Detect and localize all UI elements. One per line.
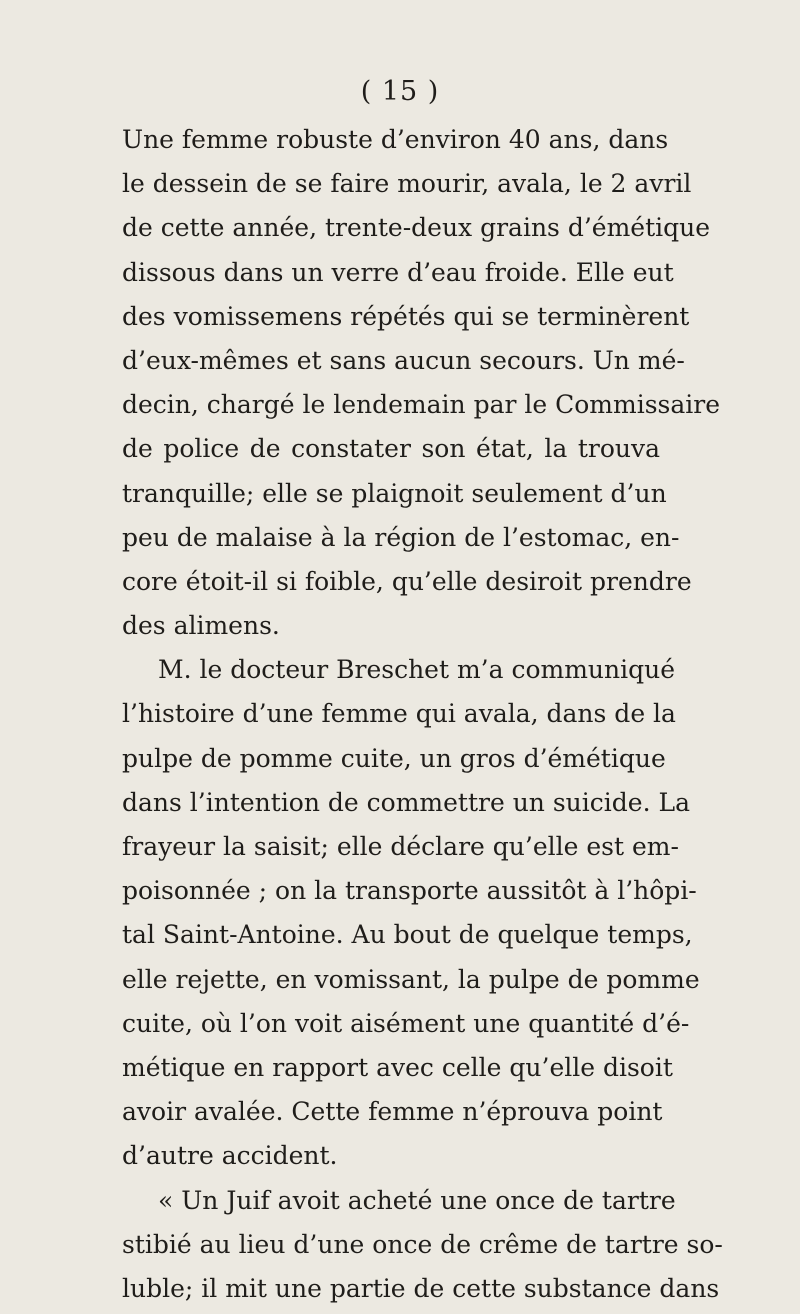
text-line: M. le docteur Breschet m’a communiqué xyxy=(158,655,676,685)
text-line: des alimens. xyxy=(122,611,280,641)
text-line: tal Saint-Antoine. Au bout de quelque temps, xyxy=(122,920,693,950)
text-line: de police de constater son état, la trouva xyxy=(122,434,660,464)
text-line: d’eux-mêmes et sans aucun secours. Un mé- xyxy=(122,345,685,375)
text-line: métique en rapport avec celle qu’elle disoit xyxy=(122,1052,673,1082)
text-line: « Un Juif avoit acheté une once de tartre xyxy=(158,1185,676,1215)
text-line: peu de malaise à la région de l’estomac, en- xyxy=(122,522,680,552)
page-number: ( 15 ) xyxy=(360,76,440,107)
text-line: tranquille; elle se plaignoit seulement d’un xyxy=(122,478,667,508)
text-line: dans l’intention de commettre un suicide. La xyxy=(122,787,690,817)
text-line: elle rejette, en vomissant, la pulpe de pomme xyxy=(122,964,700,994)
text-line: luble; il mit une partie de cette substance dans xyxy=(122,1273,720,1303)
text-line: dissous dans un verre d’eau froide. Elle eut xyxy=(122,257,674,287)
text-line: avoir avalée. Cette femme n’éprouva point xyxy=(122,1097,663,1127)
text-line: Une femme robuste d’environ 40 ans, dans xyxy=(122,125,669,154)
text-line: core étoit-il si foible, qu’elle desiroit prendre xyxy=(122,566,692,596)
text-line: d’autre accident. xyxy=(122,1141,338,1171)
text-line: cuite, où l’on voit aisément une quantité d’é- xyxy=(122,1008,690,1038)
text-line: l’histoire d’une femme qui avala, dans de la xyxy=(122,699,676,729)
text-line: decin, chargé le lendemain par le Commissaire xyxy=(122,390,721,420)
text-line: le dessein de se faire mourir, avala, le 2 avril xyxy=(122,169,692,199)
text-line: frayeur la saisit; elle déclare qu’elle est em- xyxy=(122,832,679,861)
text-line: pulpe de pomme cuite, un gros d’émétique xyxy=(122,743,666,773)
text-line: stibié au lieu d’une once de crême de tartre so- xyxy=(122,1229,723,1259)
text-line: poisonnée ; on la transporte aussitôt à l’hôpi- xyxy=(122,876,697,906)
text-line: des vomissemens répétés qui se terminèrent xyxy=(122,301,690,331)
text-line: de cette année, trente-deux grains d’émétique xyxy=(122,213,711,243)
body-text xyxy=(122,118,723,1311)
